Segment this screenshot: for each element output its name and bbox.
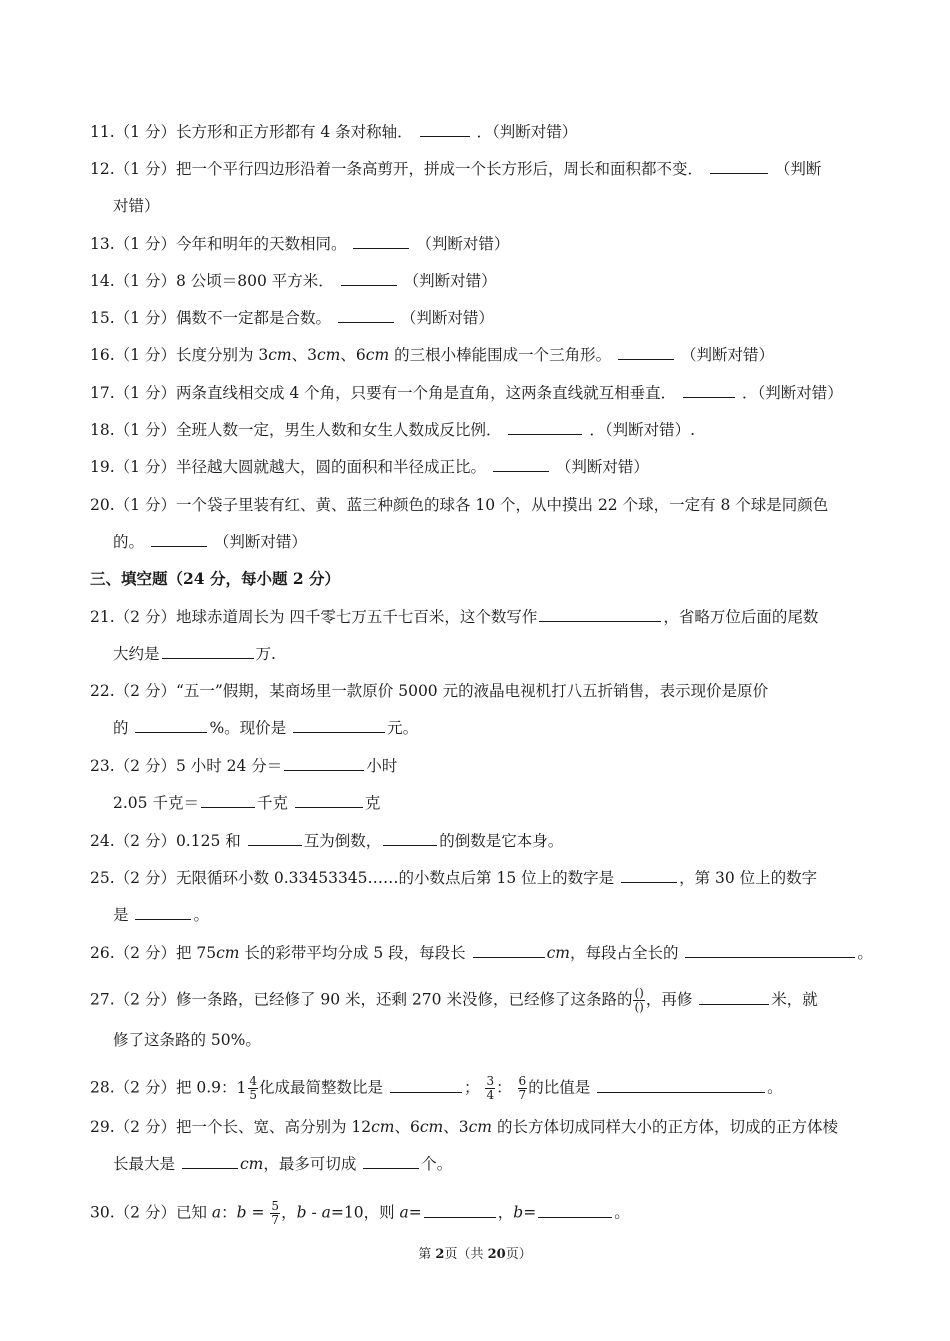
fraction-numerator[interactable]: () bbox=[634, 986, 644, 1000]
fraction bbox=[485, 1075, 495, 1102]
q14-suffix: （判断对错） bbox=[403, 272, 497, 290]
q29-text: 、6 bbox=[394, 1118, 420, 1136]
line-q18 bbox=[90, 420, 865, 440]
answer-blank[interactable] bbox=[182, 1154, 238, 1169]
q23-cont: 2.05 千克＝ bbox=[113, 794, 199, 812]
q30-text: 。 bbox=[614, 1203, 630, 1222]
line-q13 bbox=[90, 234, 865, 254]
line-q23 bbox=[90, 756, 865, 776]
footer-text: 页（共 bbox=[444, 1247, 488, 1262]
page-number: 2 bbox=[435, 1247, 445, 1262]
q30-text: =10，则 bbox=[330, 1203, 400, 1222]
q28-text: ： bbox=[496, 1078, 512, 1097]
variable: b bbox=[296, 1203, 307, 1222]
answer-blank[interactable] bbox=[151, 532, 207, 547]
line-q22-cont bbox=[113, 718, 888, 738]
answer-blank[interactable] bbox=[493, 457, 549, 472]
variable: b bbox=[513, 1203, 524, 1222]
line-q21 bbox=[90, 607, 865, 627]
unit: cm bbox=[371, 1118, 395, 1136]
answer-blank[interactable] bbox=[293, 718, 385, 733]
fraction bbox=[633, 987, 644, 1014]
variable: a bbox=[211, 1203, 222, 1222]
answer-blank[interactable] bbox=[338, 308, 394, 323]
line-q20 bbox=[90, 495, 865, 515]
q29-text: 29.（2 分）把一个长、宽、高分别为 12 bbox=[90, 1118, 372, 1136]
line-q28 bbox=[90, 1075, 865, 1102]
section-title: 三、填空题（24 分，每小题 2 分） bbox=[90, 569, 341, 588]
q20-text: 20.（1 分）一个袋子里装有红、黄、蓝三种颜色的球各 10 个，从中摸出 22 个球，一定有 8 个球是同颜色 bbox=[90, 496, 829, 514]
q23-cont: 克 bbox=[364, 794, 381, 812]
line-q24 bbox=[90, 831, 865, 851]
answer-blank[interactable] bbox=[685, 943, 855, 958]
fraction-numerator: 5 bbox=[271, 1199, 280, 1213]
q30-text: = bbox=[523, 1203, 537, 1222]
section-heading bbox=[90, 569, 865, 589]
q11-suffix: ．（判断对错） bbox=[476, 123, 578, 141]
footer-text: 第 bbox=[418, 1247, 436, 1262]
unit: cm bbox=[317, 346, 341, 364]
line-q23-cont bbox=[113, 793, 888, 813]
line-q30 bbox=[90, 1200, 865, 1227]
line-q19 bbox=[90, 457, 865, 477]
line-q27-cont bbox=[113, 1030, 888, 1050]
unit: cm bbox=[216, 944, 240, 962]
q23-cont: 千克 bbox=[256, 794, 288, 812]
answer-blank[interactable] bbox=[353, 234, 409, 249]
fraction-numerator: 6 bbox=[518, 1074, 527, 1088]
q15-suffix: （判断对错） bbox=[400, 309, 494, 327]
line-q12 bbox=[90, 159, 865, 179]
q30-text: ： bbox=[221, 1203, 237, 1222]
answer-blank[interactable] bbox=[295, 793, 363, 808]
fraction-denominator[interactable]: () bbox=[634, 1000, 644, 1014]
variable: a bbox=[321, 1203, 331, 1222]
fraction-denominator: 4 bbox=[486, 1088, 495, 1102]
q28-text: 28.（2 分）把 0.9： bbox=[90, 1078, 237, 1097]
line-q29-cont bbox=[113, 1154, 888, 1174]
unit: cm bbox=[546, 944, 570, 962]
line-q14 bbox=[90, 271, 865, 291]
q27-text: ，再修 bbox=[645, 990, 693, 1009]
q29-cont: 长最大是 bbox=[113, 1155, 176, 1173]
q16-text: 16.（1 分）长度分别为 3 bbox=[90, 346, 269, 364]
q14-text: 14.（1 分）8 公顷＝800 平方米． bbox=[90, 272, 334, 290]
q16-text: 、3 bbox=[291, 346, 317, 364]
q12-suffix: （判断 bbox=[774, 160, 822, 178]
q25-text: ，第 30 位上的数字 bbox=[679, 869, 818, 887]
line-q11 bbox=[90, 122, 865, 142]
q29-text: 的长方体切成同样大小的正方体，切成的正方体棱 bbox=[492, 1118, 838, 1136]
q28-text: 的比值是 bbox=[528, 1078, 591, 1097]
q26-text: ，每段占全长的 bbox=[569, 944, 679, 962]
q23-text: 小时 bbox=[366, 757, 398, 775]
q26-text: 长的彩带平均分成 5 段，每段长 bbox=[239, 944, 466, 962]
fraction-denominator: 5 bbox=[249, 1088, 258, 1102]
line-q12-cont bbox=[113, 196, 888, 216]
answer-blank[interactable] bbox=[424, 1203, 496, 1218]
q30-text: - bbox=[306, 1203, 322, 1222]
answer-blank[interactable] bbox=[383, 831, 437, 846]
fraction bbox=[518, 1075, 528, 1102]
total-pages: 20 bbox=[487, 1247, 506, 1262]
answer-blank[interactable] bbox=[618, 345, 674, 360]
q21-cont: 万. bbox=[255, 645, 276, 663]
q30-text: = bbox=[246, 1203, 270, 1222]
q29-cont: 个。 bbox=[421, 1155, 453, 1173]
line-q25 bbox=[90, 868, 865, 888]
answer-blank[interactable] bbox=[135, 905, 191, 920]
answer-blank[interactable] bbox=[135, 718, 207, 733]
q15-text: 15.（1 分）偶数不一定都是合数。 bbox=[90, 309, 331, 327]
line-q17 bbox=[90, 383, 865, 403]
q29-text: 、3 bbox=[443, 1118, 469, 1136]
variable: b bbox=[236, 1203, 247, 1222]
fraction-denominator: 7 bbox=[271, 1213, 280, 1227]
answer-blank[interactable] bbox=[597, 1078, 765, 1093]
answer-blank[interactable] bbox=[248, 831, 302, 846]
answer-blank[interactable] bbox=[621, 868, 677, 883]
q30-text: 30.（2 分）已知 bbox=[90, 1203, 212, 1222]
q21-text: 21.（2 分）地球赤道周长为 四千零七万五千七百米，这个数写作 bbox=[90, 608, 538, 626]
answer-blank[interactable] bbox=[473, 943, 545, 958]
answer-blank[interactable] bbox=[539, 607, 661, 622]
q18-text: 18.（1 分）全班人数一定，男生人数和女生人数成反比例． bbox=[90, 421, 502, 439]
q12-text: 12.（1 分）把一个平行四边形沿着一条高剪开，拼成一个长方形后，周长和面积都不变． bbox=[90, 160, 703, 178]
line-q27 bbox=[90, 987, 865, 1014]
q26-text: 。 bbox=[857, 944, 873, 962]
q16-text: 、6 bbox=[340, 346, 366, 364]
answer-blank[interactable] bbox=[162, 644, 254, 659]
q17-suffix: ．（判断对错） bbox=[742, 384, 843, 402]
q28-text: 。 bbox=[767, 1078, 783, 1097]
answer-blank[interactable] bbox=[420, 122, 470, 137]
q30-text: ， bbox=[281, 1203, 297, 1222]
answer-blank[interactable] bbox=[363, 1154, 419, 1169]
answer-blank[interactable] bbox=[201, 793, 255, 808]
q26-text: 26.（2 分）把 75 bbox=[90, 944, 217, 962]
q30-text: = bbox=[408, 1203, 422, 1222]
line-q20-cont bbox=[113, 532, 888, 552]
answer-blank[interactable] bbox=[683, 383, 735, 398]
line-q29 bbox=[90, 1117, 865, 1137]
q24-text: 互为倒数， bbox=[303, 832, 382, 850]
q24-text: 24.（2 分）0.125 和 bbox=[90, 832, 241, 850]
variable: a bbox=[399, 1203, 409, 1222]
answer-blank[interactable] bbox=[390, 1078, 462, 1093]
q25-text: 25.（2 分）无限循环小数 0.33453345……的小数点后第 15 位上的数字是 bbox=[90, 869, 615, 887]
q30-text: ， bbox=[497, 1203, 514, 1222]
fraction bbox=[270, 1200, 280, 1227]
q25-cont: 是 bbox=[113, 906, 129, 924]
q23-text: 23.（2 分）5 小时 24 分＝ bbox=[90, 757, 283, 775]
unit: cm bbox=[239, 1155, 264, 1173]
q19-suffix: （判断对错） bbox=[555, 458, 649, 476]
line-q26 bbox=[90, 943, 873, 963]
q18-suffix: ．（判断对错）. bbox=[589, 421, 696, 439]
q11-text: 11.（1 分）长方形和正方形都有 4 条对称轴． bbox=[90, 123, 413, 141]
fraction bbox=[248, 1075, 258, 1102]
q16-text: 的三根小棒能围成一个三角形。 bbox=[389, 346, 612, 364]
q13-text: 13.（1 分）今年和明年的天数相同。 bbox=[90, 235, 347, 253]
fraction-denominator: 7 bbox=[518, 1088, 527, 1102]
q20-suffix: （判断对错） bbox=[213, 533, 307, 551]
q22-text: 22.（2 分）“五一”假期，某商场里一款原价 5000 元的液晶电视机打八五折销售，表示现价是原价 bbox=[90, 682, 769, 700]
unit: cm bbox=[268, 346, 292, 364]
unit: cm bbox=[365, 346, 390, 364]
fraction-numerator: 3 bbox=[486, 1074, 495, 1088]
line-q22 bbox=[90, 681, 865, 701]
answer-blank[interactable] bbox=[341, 271, 397, 286]
line-q21-cont bbox=[113, 644, 888, 664]
q13-suffix: （判断对错） bbox=[416, 235, 510, 253]
q19-text: 19.（1 分）半径越大圆就越大，圆的面积和半径成正比。 bbox=[90, 458, 486, 476]
q22-cont: %。现价是 bbox=[209, 719, 287, 737]
mixed-number-whole: 1 bbox=[236, 1078, 247, 1097]
unit: cm bbox=[419, 1118, 444, 1136]
answer-blank[interactable] bbox=[710, 159, 768, 174]
q28-text: 化成最简整数比是 bbox=[259, 1078, 384, 1097]
page-footer bbox=[0, 1243, 950, 1262]
q27-text: 27.（2 分）修一条路，已经修了 90 米，还剩 270 米没修，已经修了这条路的 bbox=[90, 990, 633, 1009]
unit: cm bbox=[468, 1118, 493, 1136]
q21-cont: 大约是 bbox=[113, 645, 160, 663]
q27-text: 米，就 bbox=[771, 990, 818, 1009]
q21-text: ，省略万位后面的尾数 bbox=[663, 608, 819, 626]
footer-text: 页） bbox=[505, 1247, 532, 1262]
q17-text: 17.（1 分）两条直线相交成 4 个角，只要有一个角是直角，这两条直线就互相垂直． bbox=[90, 384, 677, 402]
q22-cont: 元。 bbox=[387, 719, 419, 737]
q22-cont: 的 bbox=[113, 719, 129, 737]
fraction-numerator: 4 bbox=[249, 1074, 258, 1088]
q16-suffix: （判断对错） bbox=[680, 346, 774, 364]
answer-blank[interactable] bbox=[538, 1203, 612, 1218]
answer-blank[interactable] bbox=[699, 990, 769, 1005]
q12-cont: 对错） bbox=[113, 197, 160, 215]
q24-text: 的倒数是它本身。 bbox=[439, 832, 564, 850]
q28-text: ； bbox=[464, 1078, 480, 1097]
line-q25-cont bbox=[113, 905, 888, 925]
q20-cont: 的。 bbox=[113, 533, 145, 551]
line-q16 bbox=[90, 345, 865, 365]
answer-blank[interactable] bbox=[284, 756, 364, 771]
q29-cont: ，最多可切成 bbox=[263, 1155, 357, 1173]
line-q15 bbox=[90, 308, 865, 328]
q27-cont: 修了这条路的 50%。 bbox=[113, 1031, 261, 1049]
answer-blank[interactable] bbox=[508, 420, 582, 435]
q25-cont: 。 bbox=[193, 906, 209, 924]
